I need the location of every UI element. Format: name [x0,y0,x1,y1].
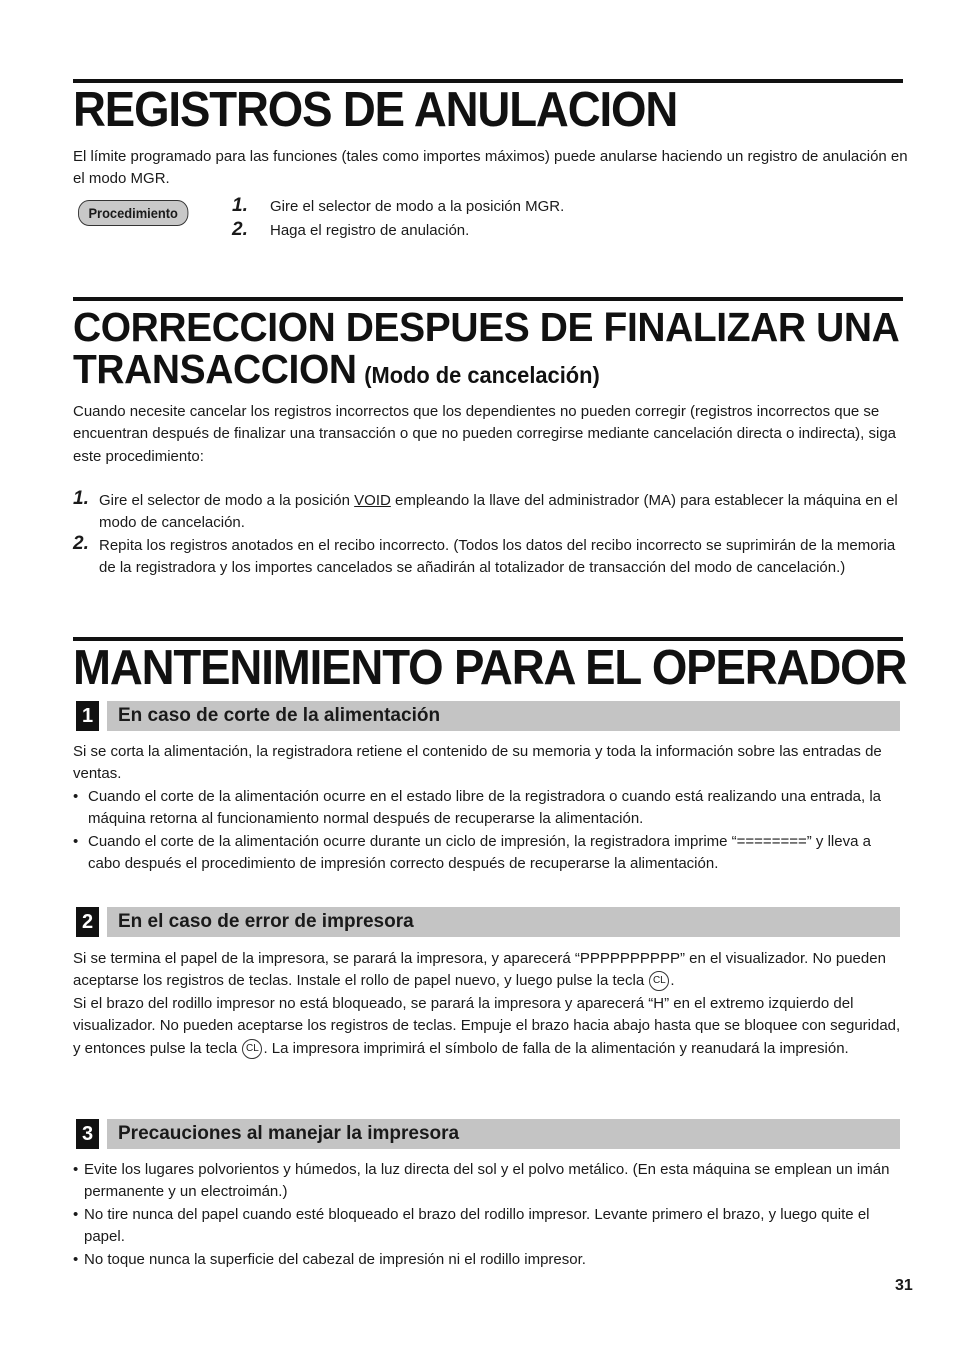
subsection-header-corte: En caso de corte de la alimentación [107,701,900,731]
step-item: 1. Gire el selector de modo a la posición MGR. [232,195,565,216]
step-item: 2. Haga el registro de anulación. [232,219,470,240]
section-subtitle: (Modo de cancelación) [364,362,600,388]
precauciones-bullet-list [73,1159,903,1271]
anulacion-steps [232,194,564,242]
anulacion-intro: El límite programado para las funciones (tales como importes máximos) puede anularse haciendo un registro de anulación en el modo MGR. [73,148,908,188]
list-item: • No tire nunca del papel cuando esté bloqueado el brazo del rodillo impresor. Levante primero el brazo, y luego quite el papel. [73,1205,870,1246]
correccion-intro: Cuando necesite cancelar los registros incorrectos que los dependientes no pueden corregir (registros incorrectos que se encuentran después de finalizar una transacción o que no pueden corregirse mediante cancelación directa o indirecta), siga este procedimiento: [73,403,897,465]
section-title-mantenimiento: MANTENIMIENTO PARA EL OPERADOR [73,641,907,695]
page-number: 31 [895,1277,913,1294]
correccion-step-2: 2. Repita los registros anotados en el recibo incorrecto. (Todos los datos del recibo incorrecto se suprimirán de la memoria de la registradora y los importes cancelados se añadirán al totalizador de transacción del modo de cancelación.) [73,533,896,577]
list-item: • No toque nunca la superficie del cabezal de impresión ni el rodillo impresor. [73,1250,586,1268]
procedimiento-badge: Procedimiento [78,200,188,226]
impresora-paragraph-1: Si se termina el papel de la impresora, se parará la impresora, y aparecerá “PPPPPPPPPP” en el visualizador. No pueden aceptarse los registros de teclas. Instale el rollo de papel nuevo, y luego pulse la tecla CL . [73,948,903,993]
correccion-step-1: 1. Gire el selector de modo a la posición VOID empleando la llave del administrador (MA) para establecer la máquina en el modo de cancelación. [73,488,898,532]
section-title-correccion-line1: CORRECCION DESPUES DE FINALIZAR UNA [73,304,900,350]
void-position: VOID [354,492,391,509]
impresora-paragraph-2: Si el brazo del rodillo impresor no está bloqueado, se parará la impresora y aparecerá “H” en el extremo izquierdo del visualizador. No pueden aceptarse los registros de teclas. Empuje el brazo hacia abajo hasta que se bloquee con seguridad, y entonces pulse la tecla CL . La impresora imprimirá el símbolo de falla de la alimentación y reanudará la impresión. [73,993,903,1060]
subsection-header-precauciones: Precauciones al manejar la impresora [107,1119,900,1149]
section-rule [73,297,903,301]
corte-intro: Si se corta la alimentación, la registradora retiene el contenido de su memoria y toda la información sobre las entradas de ventas. [73,743,882,783]
section-title-correccion-line2: TRANSACCION (Modo de cancelación) [73,346,600,392]
list-item: • Cuando el corte de la alimentación ocurre en el estado libre de la registradora o cuando está realizando una entrada, la máquina retorna al funcionamiento normal después de recuperarse la alimentación. [73,788,882,828]
section-title-anulacion: REGISTROS DE ANULACION [73,83,678,137]
subsection-header-impresora: En el caso de error de impresora [107,907,900,937]
list-item: • Cuando el corte de la alimentación ocurre durante un ciclo de impresión, la registradora imprime “========” y lleva a cabo después el procedimiento de impresión correcto después de recuperarse la alimentación. [73,832,871,873]
list-item: • Evite los lugares polvorientos y húmedos, la luz directa del sol y el polvo metálico. (En esta máquina se emplean un imán permanente y un electroimán.) [73,1161,890,1201]
subsection-number: 3 [76,1119,99,1149]
subsection-number: 2 [76,907,99,937]
subsection-number: 1 [76,701,99,731]
cl-key-icon: CL [649,971,669,991]
cl-key-icon: CL [242,1039,262,1059]
corte-bullet-list [73,786,903,876]
